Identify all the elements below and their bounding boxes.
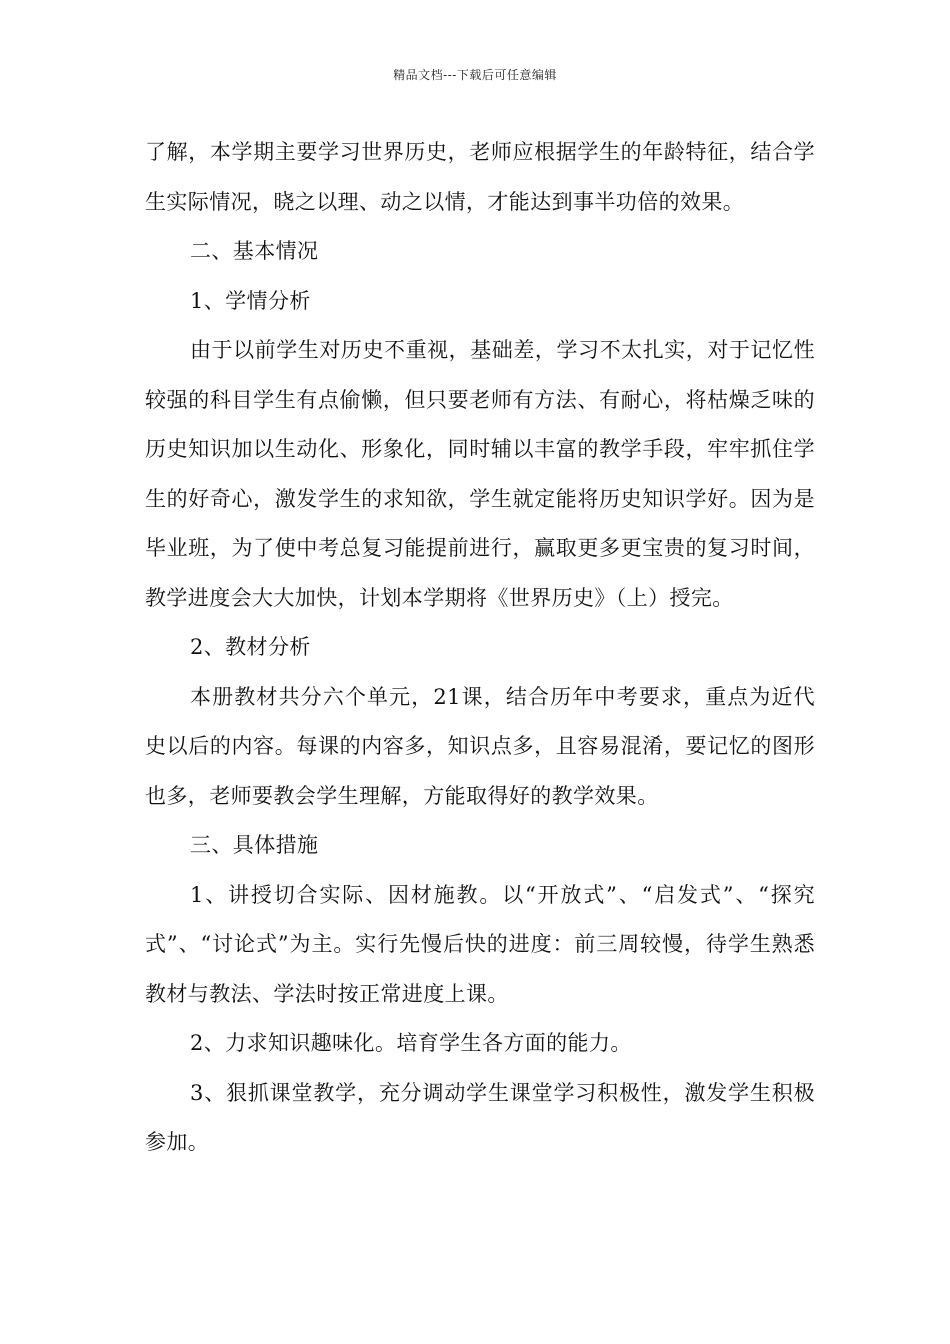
paragraph-intro-continuation: 了解，本学期主要学习世界历史，老师应根据学生的年龄特征，结合学生实际情况，晓之以理、动之以情，才能达到事半功倍的效果。 [145,140,815,214]
section-heading-measures: 三、具体措施 [190,833,319,857]
paragraph-measure-1: 1、讲授切合实际、因材施教。以“开放式”、“启发式”、“探究式”、“讨论式”为主。实行先慢后快的进度：前三周较慢，待学生熟悉教材与教法、学法时按正常进度上课。 [145,882,815,1006]
page-header: 精品文档---下载后可任意编辑 [393,68,557,82]
section-heading-basic-situation: 二、基本情况 [190,239,319,263]
subheading-textbook-analysis: 2、教材分析 [190,635,311,659]
document-body [145,128,815,1168]
paragraph-student-analysis: 由于以前学生对历史不重视，基础差，学习不太扎实，对于记忆性较强的科目学生有点偷懒，但只要老师有方法、有耐心，将枯燥乏味的历史知识加以生动化、形象化，同时辅以丰富的教学手段，牢牢抓住学生的好奇心，激发学生的求知欲，学生就定能将历史知识学好。因为是毕业班，为了使中考总复习能提前进行，赢取更多更宝贵的复习时间，教学进度会大大加快，计划本学期将《世界历史》（上）授完。 [145,338,815,610]
paragraph-measure-2: 2、力求知识趣味化。培育学生各方面的能力。 [190,1031,632,1055]
subheading-student-analysis: 1、学情分析 [190,288,311,313]
paragraph-textbook-analysis: 本册教材共分六个单元，21课，结合历年中考要求，重点为近代史以后的内容。每课的内容多，知识点多，且容易混淆，要记忆的图形也多，老师要教会学生理解，方能取得好的教学效果。 [145,684,815,808]
paragraph-measure-3: 3、狠抓课堂教学，充分调动学生课堂学习积极性，激发学生积极参加。 [145,1080,815,1154]
